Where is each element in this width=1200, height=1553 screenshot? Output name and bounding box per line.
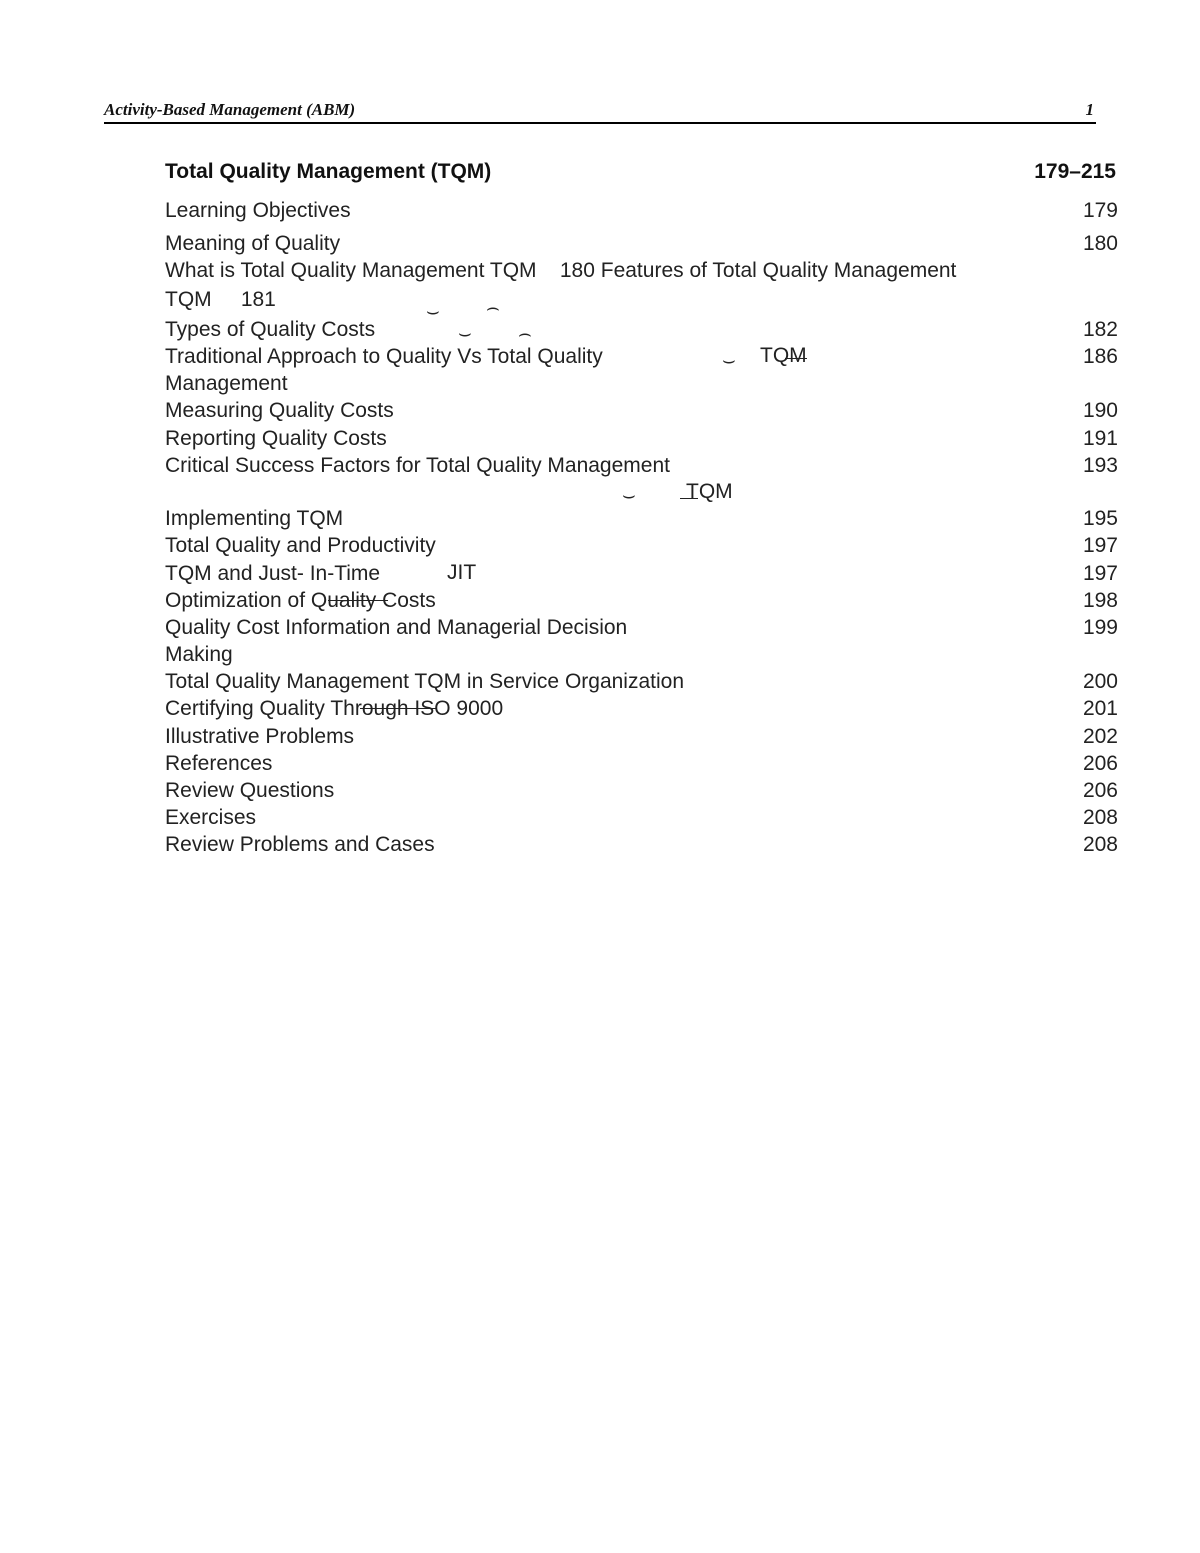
cap-glyph: ⌢ — [486, 296, 500, 319]
toc-entry-label: Types of Quality Costs — [165, 318, 376, 341]
toc-entry-label: Making — [165, 643, 233, 666]
chapter-heading — [165, 160, 1118, 188]
toc-entry-label: Total Quality Management TQM in Service Organization — [165, 670, 685, 693]
cup-glyph: ⌣ — [426, 300, 440, 323]
toc-entry-page: 202 — [1082, 725, 1118, 748]
chapter-page-range: 179–215 — [1034, 160, 1116, 183]
toc-entry-label: Quality Cost Information and Managerial Decision — [165, 616, 628, 639]
toc-entry-label: Reporting Quality Costs — [165, 427, 387, 450]
toc-entry-page: 186 — [1082, 345, 1118, 368]
stray-tqm-text: TQM — [760, 344, 807, 367]
toc-entry-label: Meaning of Quality — [165, 232, 341, 255]
toc-entry-label: Review Questions — [165, 779, 335, 802]
toc-entry-page: 191 — [1082, 427, 1118, 450]
strike-mark — [785, 358, 807, 359]
toc-entry-label: What is Total Quality Management TQM 180 Features of Total Quality Management — [165, 259, 957, 282]
toc-entry-page: 179 — [1082, 199, 1118, 222]
toc-entry-label: Measuring Quality Costs — [165, 399, 394, 422]
toc-entry-label: Illustrative Problems — [165, 725, 355, 748]
toc-entry-page: 197 — [1082, 562, 1118, 585]
toc-entry-page: 201 — [1082, 697, 1118, 720]
toc-entry-page: 197 — [1082, 534, 1118, 557]
toc-entry-page: 206 — [1082, 752, 1118, 775]
toc-entry-label: Traditional Approach to Quality Vs Total Quality — [165, 345, 603, 368]
page-number: 1 — [1085, 100, 1094, 119]
toc-entry-page: 199 — [1082, 616, 1118, 639]
strike-mark — [328, 600, 388, 601]
cup-glyph: ⌣ — [458, 322, 472, 345]
toc-entry-label: References — [165, 752, 273, 775]
running-header — [104, 100, 1096, 124]
toc-entry-label: Learning Objectives — [165, 199, 351, 222]
stray-jit-text: JIT — [447, 561, 477, 584]
running-header-title: Activity-Based Management (ABM) — [104, 100, 356, 119]
cup-glyph: ⌣ — [622, 484, 636, 507]
strike-mark — [360, 708, 436, 709]
toc-entry-page: 195 — [1082, 507, 1118, 530]
toc-entry-page: 198 — [1082, 589, 1118, 612]
chapter-title: Total Quality Management (TQM) — [165, 160, 492, 183]
toc-entry-page: 180 — [1082, 232, 1118, 255]
toc-entry-label: Exercises — [165, 806, 257, 829]
toc-entry-label: Review Problems and Cases — [165, 833, 435, 856]
toc-entry-label: TQM and Just- In-Time — [165, 562, 381, 585]
toc-entry-label: Implementing TQM — [165, 507, 344, 530]
strike-mark — [680, 498, 698, 499]
cap-glyph: ⌢ — [518, 322, 532, 345]
toc-entry-page: 208 — [1082, 833, 1118, 856]
toc-entry-page: 182 — [1082, 318, 1118, 341]
toc-entry-page: 193 — [1082, 454, 1118, 477]
toc-entry-page: 206 — [1082, 779, 1118, 802]
toc-entry-label: TQM 181 — [165, 288, 276, 311]
toc-entry-label: Management — [165, 372, 288, 395]
toc-entry-page: 208 — [1082, 806, 1118, 829]
stray-tqm-text: TQM — [686, 480, 733, 503]
toc-entry-label: Total Quality and Productivity — [165, 534, 436, 557]
toc-entry-label: Optimization of Quality Costs — [165, 589, 436, 612]
toc-entry-label: Certifying Quality Through ISO 9000 — [165, 697, 504, 720]
toc-entry-page: 190 — [1082, 399, 1118, 422]
toc-entry-label: Critical Success Factors for Total Quality Management — [165, 454, 670, 477]
toc-entry-page: 200 — [1082, 670, 1118, 693]
cup-glyph: ⌣ — [722, 349, 736, 372]
